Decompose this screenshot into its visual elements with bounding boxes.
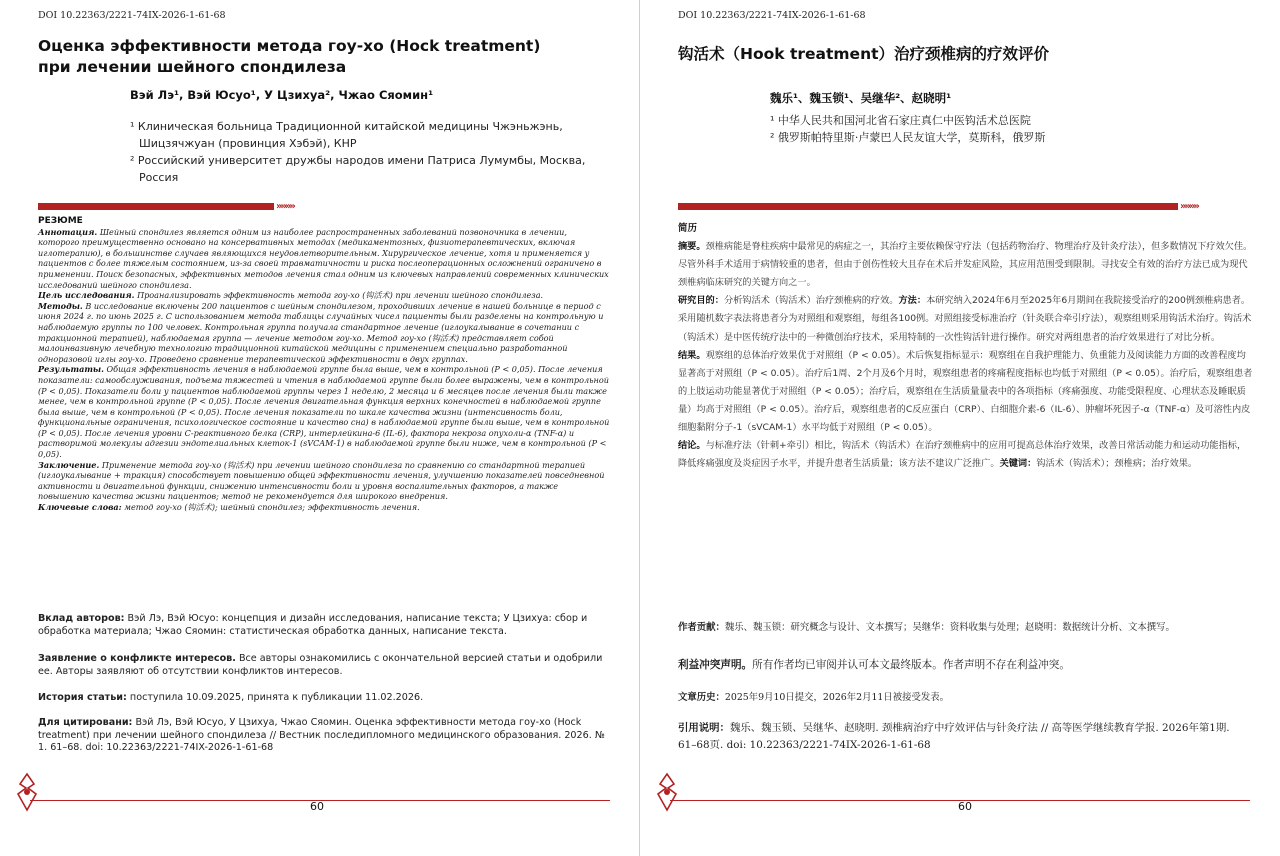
- abstract-aim: Цель исследования. Проанализировать эффективность метода гоу-хо (钩活术) при лечении шейного спондилеза.: [38, 290, 544, 301]
- affiliations: [130, 118, 610, 186]
- affiliation-2: ² 俄罗斯帕特里斯·卢蒙巴人民友谊大学，莫斯科，俄罗斯: [770, 131, 1046, 144]
- authors: 魏乐¹、魏玉锁¹、吴继华²、赵晓明¹: [770, 91, 952, 105]
- article-title: [38, 36, 598, 78]
- article-history: История статьи: поступила 10.09.2025, принята к публикации 11.02.2026.: [38, 692, 424, 703]
- doi: DOI 10.22363/2221-74IX-2026-1-61-68: [38, 10, 226, 21]
- article-history: 文章历史：2025年9月10日提交，2026年2月11日被接受发表。: [678, 692, 950, 703]
- double-chevron-icon: »»»»: [276, 201, 294, 212]
- ornament-icon: [654, 772, 680, 812]
- authors: Вэй Лэ¹, Вэй Юсуо¹, У Цзихуа², Чжао Сяомин¹: [130, 88, 434, 102]
- conflict-statement: Заявление о конфликте интересов. Все авторы ознакомились с окончательной версией статьи и одобрили ее. Авторы заявляют об отсутствии конфликтов интересов.: [38, 653, 603, 677]
- author-contributions: 作者贡献：魏乐、魏玉锁：研究概念与设计、文本撰写；吴继华：资料收集与处理；赵晓明：数据统计分析、文本撰写。: [678, 622, 1175, 633]
- affiliations: [770, 112, 1250, 146]
- title-line-2: при лечении шейного спондилеза: [38, 58, 347, 76]
- double-chevron-icon: »»»»: [1180, 201, 1198, 212]
- abstract-keywords: Ключевые слова: метод гоу-хо (钩活术); шейный спондилез; эффективность лечения.: [38, 502, 420, 513]
- conflict-statement: 利益冲突声明。所有作者均已审阅并认可本文最终版本。作者声明不存在利益冲突。: [678, 659, 1070, 671]
- abstract-methods: Методы. В исследование включены 200 пациентов с шейным спондилезом, проходивших лечение в нашей больнице в период с июня 2024 г. по июнь 2025 г. С использованием метода таблицы случайных чисел пациенты были разделены на контрольную и наблюдаемую группы по 100 человек. Контрольная группа получала стандартное лечение (иглоукалывание в сочетании с тракционной терапией), наблюдаемая группа — лечение методом гоу-хо. Метод гоу-хо (钩活术) представляет собой малоинвазивную лечебную технологию традиционной китайской медицины с применением специально разработанной одноразовой иглы гоу-хо. Проведено сравнение терапевтической эффективности в двух группах.: [38, 300, 604, 364]
- divider-bar: [678, 203, 1178, 210]
- abstract: [678, 220, 1253, 473]
- abstract-results: Результаты. Общая эффективность лечения в наблюдаемой группе была выше, чем в контрольной (P < 0,05). После лечения показатели: самообслуживания, подъема тяжестей и чтения в наблюдаемой группе были более выражены, чем в контрольной (P < 0,05). Показатели боли у пациентов наблюдаемой группы через 1 неделю, 2 месяца и 6 месяцев после лечения были также менее, чем в контрольной группе (P < 0,05). После лечения двигательная функция верхних конечностей в наблюдаемой группе была выше, чем в контрольной (P < 0,05). После лечения показатели по шкале качества жизни (интенсивность боли, функциональные ограничения, психологическое состояние и качество сна) в наблюдаемой группе были выше, чем в контрольной (P < 0,05). После лечения уровни С-реактивного белка (CRP), интерлейкина-6 (IL-6), фактора некроза опухоли-α (TNF-α) и растворимой молекулы адгезии эндотелиальных клеток-1 (sVCAM-1) в наблюдаемой группе были ниже, чем в контрольной (P < 0,05).: [38, 364, 610, 460]
- page-number: 60: [310, 800, 324, 813]
- abstract-summary: 摘要。颈椎病能是脊柱疾病中最常见的病症之一，其治疗主要依赖保守疗法（包括药物治疗、物理治疗及针灸疗法），但多数情况下疗效欠佳。尽管外科手术适用于病情较重的患者，但由于创伤性较大且存在术后并发症风险，其应用范围受到限制。寻找安全有效的治疗方法已成为现代颈椎病临床研究的关键方向之一。: [678, 241, 1253, 289]
- section-divider: [38, 202, 294, 211]
- abstract-annotation: Аннотация. Шейный спондилез является одним из наиболее распространенных заболеваний позвоночника в лечении, которого преимущественно основано на консервативных методах (медикаментозных, физиотерапевтических, включая иглотерапию), в большинстве случаев являющихся неудовлетворительным. Хирургическое лечение, хотя и применяется у пациентов с более тяжелым состоянием, из-за своей травматичности и риска послеоперационных осложнений ограничено в применении. Поиск безопасных, эффективных методов лечения стал одним из ключевых направлений современных клинических исследований шейного спондилеза.: [38, 226, 609, 290]
- doi: DOI 10.22363/2221-74IX-2026-1-61-68: [678, 10, 866, 21]
- article-title: 钩活术（Hook treatment）治疗颈椎病的疗效评价: [678, 45, 1050, 63]
- abstract-header: РЕЗЮМЕ: [38, 216, 83, 226]
- abstract-header: 简历: [678, 223, 698, 234]
- affiliation-1: ¹ 中华人民共和国河北省石家庄真仁中医钩活术总医院: [770, 114, 1031, 127]
- author-contributions: Вклад авторов: Вэй Лэ, Вэй Юсуо: концепция и дизайн исследования, написание текста; У Цзихуа: сбор и обработка материала; Чжао Сяомин: статистическая обработка данных, написание текста.: [38, 613, 588, 637]
- abstract-conclusion: 结论。与标准疗法（针刺+牵引）相比，钩活术（钩活术）在治疗颈椎病中的应用可提高总体治疗效果，改善日常活动能力和运动功能指标，降低疼痛强度及炎症因子水平，并提升患者生活质量；该方法不建议广泛推广。关键词：钩活术（钩活术）；颈椎病；治疗效果。: [678, 440, 1247, 470]
- citation: Для цитировани: Вэй Лэ, Вэй Юсуо, У Цзихуа, Чжао Сяомин. Оценка эффективности метода гоу-хо (Hock treatment) при лечении шейного спондилеза // Вестник последипломного медицинского образования. 2026. № 1. 61–68. doi: 10.22363/2221-74IX-2026-1-61-68: [38, 717, 605, 753]
- abstract-conclusion: Заключение. Применение метода гоу-хо (钩活术) при лечении шейного спондилеза по сравнению со стандартной терапией (иглоукалывание + тракция) способствует повышению общей эффективности лечения, улучшению показателей повседневной активности и двигательной функции, снижению интенсивности боли и уровня воспалительных факторов, а также повышению качества жизни пациентов; метод не рекомендуется для широкого внедрения.: [38, 459, 605, 502]
- page-right-chinese: [640, 0, 1280, 856]
- abstract-results: 结果。观察组的总体治疗效果优于对照组（P < 0.05）。术后恢复指标显示：观察组在自我护理能力、负重能力及阅读能力方面的改善程度均显著高于对照组（P < 0.05）。治疗后1周、2个月及6个月时，观察组患者的疼痛程度指标也均低于对照组（P < 0.05）。治疗后，观察组患者的上肢运动功能显著优于对照组（P < 0.05）；治疗后，观察组在生活质量量表中的各项指标（疼痛强度、功能受限程度、心理状态及睡眠质量）均高于对照组（P < 0.05）。治疗后，观察组患者的C反应蛋白（CRP）、白细胞介素-6（IL-6）、肿瘤坏死因子-α（TNF-α）及可溶性内皮细胞黏附分子-1（sVCAM-1）水平均低于对照组（P < 0.05）。: [678, 349, 1253, 434]
- ornament-icon: [14, 772, 40, 812]
- divider-bar: [38, 203, 274, 210]
- section-divider: [678, 202, 1198, 211]
- abstract: [38, 216, 610, 513]
- affiliation-1: ¹ Клиническая больница Традиционной китайской медицины Чжэньжэнь, Шицзячжуан (провинция Хэбэй), КНР: [130, 120, 563, 150]
- citation: 引用说明：魏乐、魏玉锁、吴继华、赵晓明. 颈椎病治疗中疗效评估与针灸疗法 // 高等医学继续教育学报. 2026年第1期. 61–68页. doi: 10.22363/2221-74IX-2026-1-61-68: [678, 722, 1230, 751]
- abstract-aim-methods: 研究目的：分析钩活术（钩活术）治疗颈椎病的疗效。方法：本研究纳入2024年6月至2025年6月期间在我院接受治疗的200例颈椎病患者。采用随机数字表法将患者分为对照组和观察组，每组各100例。对照组接受标准治疗（针灸联合牵引疗法），观察组则采用钩活术治疗。钩活术（钩活术）是中医传统疗法中的一种微创治疗技术，采用特制的一次性钩活针进行操作。研究对两组患者的治疗效果进行了对比分析。: [678, 295, 1252, 343]
- affiliation-2: ² Российский университет дружбы народов имени Патриса Лумумбы, Москва, Россия: [130, 154, 586, 184]
- page-number: 60: [958, 800, 972, 813]
- title-line-1: Оценка эффективности метода гоу-хо (Hock treatment): [38, 37, 541, 55]
